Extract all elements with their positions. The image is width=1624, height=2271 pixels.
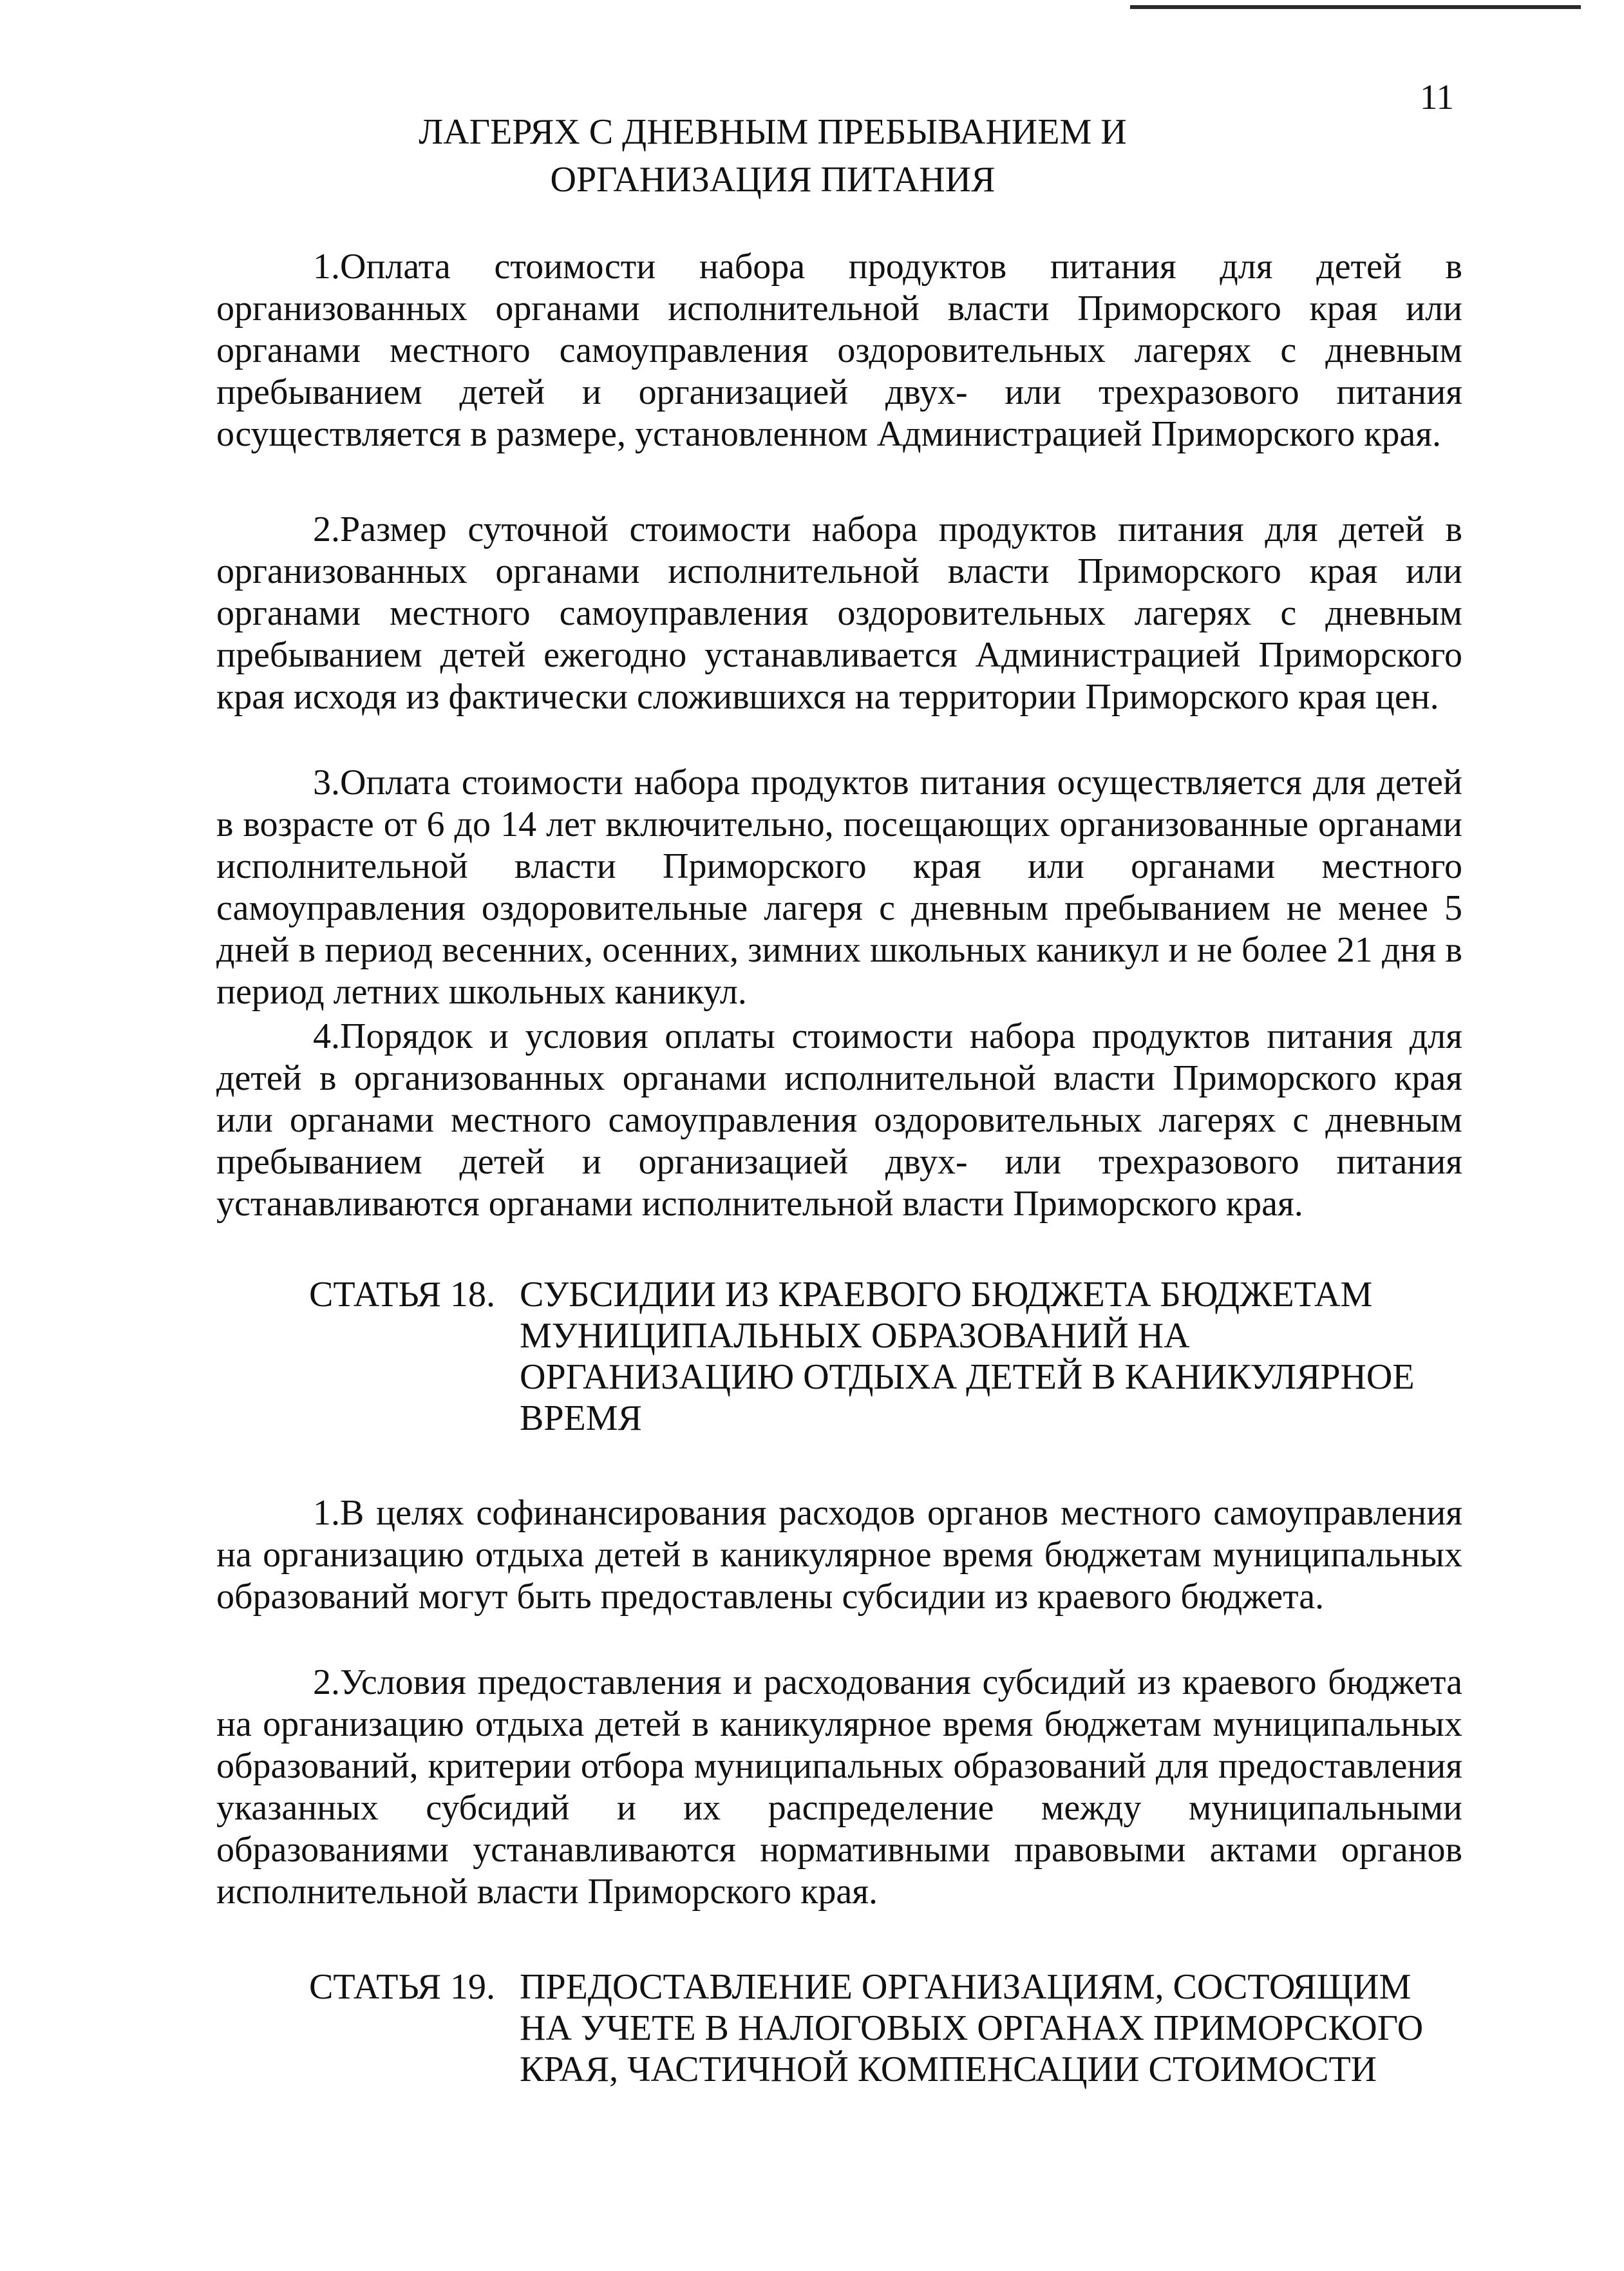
article-18-title — [520, 1274, 1466, 1439]
article-19-title — [520, 1966, 1466, 2090]
article-18-title-line: СУБСИДИИ ИЗ КРАЕВОГО БЮДЖЕТА БЮДЖЕТАМ — [520, 1275, 1373, 1315]
paragraph-1: 1.Оплата стоимости набора продуктов питания для детей в организованных органами исполнительной власти Приморского края или органами местного самоуправления оздоровительных лагерях с дневным пребыванием детей и организацией двух- или трехразового питания осуществляется в размере, установленном Администрацией Приморского края. — [216, 247, 1462, 454]
article-18-number: СТАТЬЯ 18. — [309, 1275, 496, 1315]
article-18-title-line: ВРЕМЯ — [520, 1398, 642, 1438]
article-19-title-line: ПРЕДОСТАВЛЕНИЕ ОРГАНИЗАЦИЯМ, СОСТОЯЩИМ — [520, 1967, 1412, 2007]
section-heading-line-2: ОРГАНИЗАЦИЯ ПИТАНИЯ — [550, 160, 996, 200]
article-18-paragraph-1: 1.В целях софинансирования расходов органов местного самоуправления на организацию отдыха детей в каникулярное время бюджетам муниципальных образований могут быть предоставлены субсидии из краевого бюджета. — [216, 1493, 1462, 1617]
paragraph-4: 4.Порядок и условия оплаты стоимости набора продуктов питания для детей в организованных органами исполнительной власти Приморского края или органами местного самоуправления оздоровительных лагерях с дневным пребыванием детей и организацией двух- или трехразового питания устанавливаются органами исполнительной власти Приморского края. — [216, 1016, 1462, 1224]
article-19-title-line: НА УЧЕТЕ В НАЛОГОВЫХ ОРГАНАХ ПРИМОРСКОГО — [520, 2008, 1424, 2048]
article-18-title-line: МУНИЦИПАЛЬНЫХ ОБРАЗОВАНИЙ НА — [520, 1316, 1190, 1356]
top-edge-rule — [1130, 5, 1581, 9]
article-19-number: СТАТЬЯ 19. — [309, 1967, 496, 2007]
section-heading — [219, 108, 1327, 204]
article-18-title-line: ОРГАНИЗАЦИЮ ОТДЫХА ДЕТЕЙ В КАНИКУЛЯРНОЕ — [520, 1357, 1415, 1397]
section-heading-line-1: ЛАГЕРЯХ С ДНЕВНЫМ ПРЕБЫВАНИЕМ И — [419, 112, 1127, 152]
paragraph-2: 2.Размер суточной стоимости набора продуктов питания для детей в организованных органами исполнительной власти Приморского края или органами местного самоуправления оздоровительных лагерях с дневным пребыванием детей ежегодно устанавливается Администрацией Приморского края исходя из фактически сложившихся на территории Приморского края цен. — [216, 509, 1462, 717]
page-number: 11 — [1420, 77, 1454, 117]
paragraph-3: 3.Оплата стоимости набора продуктов питания осуществляется для детей в возрасте от 6 до 14 лет включительно, посещающих организованные органами исполнительной власти Приморского края или органами местного самоуправления оздоровительные лагеря с дневным пребыванием не менее 5 дней в период весенних, осенних, зимних школьных каникул и не более 21 дня в период летних школьных каникул. — [216, 763, 1462, 1012]
article-19-title-line: КРАЯ, ЧАСТИЧНОЙ КОМПЕНСАЦИИ СТОИМОСТИ — [520, 2049, 1377, 2089]
article-18-paragraph-2: 2.Условия предоставления и расходования субсидий из краевого бюджета на организацию отдыха детей в каникулярное время бюджетам муниципальных образований, критерии отбора муниципальных образований для предоставления указанных субсидий и их распределение между муниципальными образованиями устанавливаются нормативными правовыми актами органов исполнительной власти Приморского края. — [216, 1662, 1462, 1912]
